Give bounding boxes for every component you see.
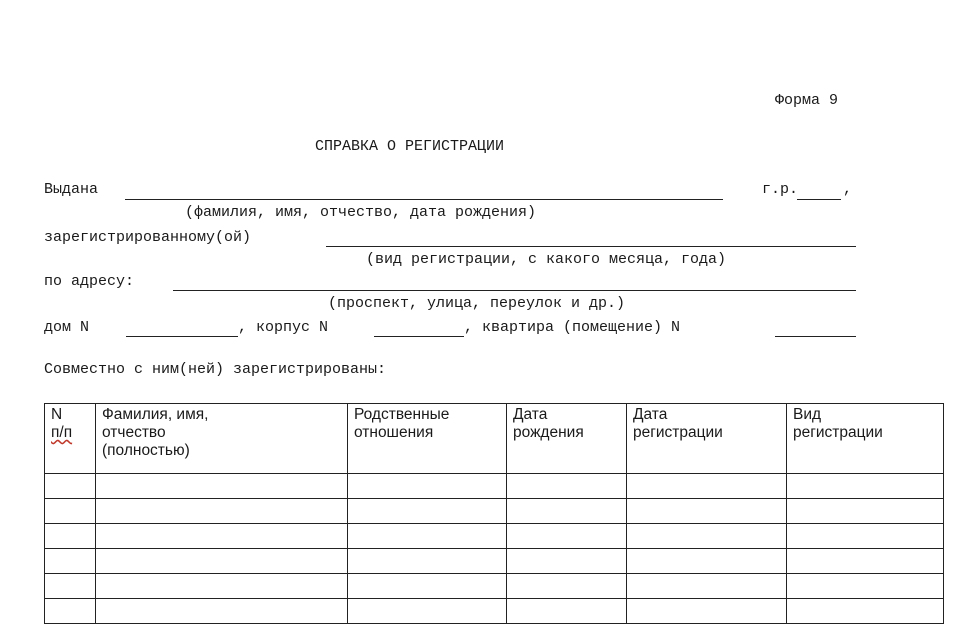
header-relationship <box>348 404 507 474</box>
header-registration-type-line-2: регистрации <box>793 424 883 441</box>
birth-year-label: г.р. <box>762 181 799 198</box>
table-cell[interactable] <box>787 574 944 599</box>
table-row <box>45 549 944 574</box>
table-cell[interactable] <box>507 499 627 524</box>
table-cell[interactable] <box>627 599 787 624</box>
issued-label: Выдана <box>44 181 99 198</box>
table-cell[interactable] <box>96 524 348 549</box>
apartment-number-field[interactable] <box>775 336 856 337</box>
house-label: дом N <box>44 319 90 336</box>
table-cell[interactable] <box>627 524 787 549</box>
header-relationship-line-2: отношения <box>354 424 434 441</box>
table-cell[interactable] <box>507 574 627 599</box>
document-title: СПРАВКА О РЕГИСТРАЦИИ <box>315 138 505 155</box>
table-cell[interactable] <box>787 524 944 549</box>
header-full-name-line-1: Фамилия, имя, <box>102 406 209 423</box>
header-full-name-line-2: отчество <box>102 424 166 441</box>
table-row <box>45 474 944 499</box>
table-cell[interactable] <box>507 524 627 549</box>
birth-year-field[interactable] <box>797 199 841 200</box>
table-cell[interactable] <box>348 599 507 624</box>
table-cell[interactable] <box>45 549 96 574</box>
table-cell[interactable] <box>45 524 96 549</box>
table-row <box>45 574 944 599</box>
table-cell[interactable] <box>348 549 507 574</box>
header-birth-date-line-2: рождения <box>513 424 584 441</box>
header-registration-type <box>787 404 944 474</box>
header-registration-type-line-1: Вид <box>793 406 822 423</box>
table-cell[interactable] <box>787 474 944 499</box>
table-cell[interactable] <box>96 574 348 599</box>
table-cell[interactable] <box>787 599 944 624</box>
header-npp <box>45 404 96 474</box>
registered-caption: (вид регистрации, с какого месяца, года) <box>366 251 727 268</box>
header-full-name-line-3: (полностью) <box>102 442 190 459</box>
cohabitants-table <box>44 403 944 624</box>
table-cell[interactable] <box>348 574 507 599</box>
header-relationship-line-1: Родственные <box>354 406 450 423</box>
cohabitants-heading: Совместно с ним(ней) зарегистрированы: <box>44 361 387 378</box>
table-cell[interactable] <box>787 549 944 574</box>
building-label: , корпус N <box>238 319 329 336</box>
address-label: по адресу: <box>44 273 135 290</box>
table-cell[interactable] <box>627 499 787 524</box>
house-number-field[interactable] <box>126 336 238 337</box>
table-cell[interactable] <box>96 549 348 574</box>
header-registration-date-line-1: Дата <box>633 406 668 423</box>
apartment-label: , квартира (помещение) N <box>464 319 681 336</box>
table-row <box>45 499 944 524</box>
address-caption: (проспект, улица, переулок и др.) <box>328 295 626 312</box>
table-cell[interactable] <box>348 524 507 549</box>
header-registration-date-line-2: регистрации <box>633 424 723 441</box>
issued-comma: , <box>843 181 853 198</box>
table-row <box>45 599 944 624</box>
table-cell[interactable] <box>507 549 627 574</box>
table-cell[interactable] <box>787 499 944 524</box>
table-cell[interactable] <box>627 474 787 499</box>
header-registration-date <box>627 404 787 474</box>
form-number: Форма 9 <box>775 92 839 109</box>
table-cell[interactable] <box>507 599 627 624</box>
table-header-row <box>45 404 944 474</box>
registered-label: зарегистрированному(ой) <box>44 229 252 246</box>
table-cell[interactable] <box>45 499 96 524</box>
issued-name-field[interactable] <box>125 199 723 200</box>
issued-caption: (фамилия, имя, отчество, дата рождения) <box>185 204 537 221</box>
table-cell[interactable] <box>348 474 507 499</box>
table-body <box>45 474 944 624</box>
table-cell[interactable] <box>45 599 96 624</box>
header-npp-line-2: п/п <box>51 424 73 441</box>
table-cell[interactable] <box>96 599 348 624</box>
header-npp-line-1: N <box>51 406 63 423</box>
table-row <box>45 524 944 549</box>
table-cell[interactable] <box>627 574 787 599</box>
table-cell[interactable] <box>507 474 627 499</box>
table-cell[interactable] <box>96 474 348 499</box>
header-birth-date-line-1: Дата <box>513 406 548 423</box>
table-cell[interactable] <box>627 549 787 574</box>
registration-type-field[interactable] <box>326 246 856 247</box>
table-cell[interactable] <box>45 574 96 599</box>
table-cell[interactable] <box>348 499 507 524</box>
table-cell[interactable] <box>96 499 348 524</box>
address-field[interactable] <box>173 290 856 291</box>
header-full-name <box>96 404 348 474</box>
table-cell[interactable] <box>45 474 96 499</box>
header-birth-date <box>507 404 627 474</box>
building-number-field[interactable] <box>374 336 464 337</box>
